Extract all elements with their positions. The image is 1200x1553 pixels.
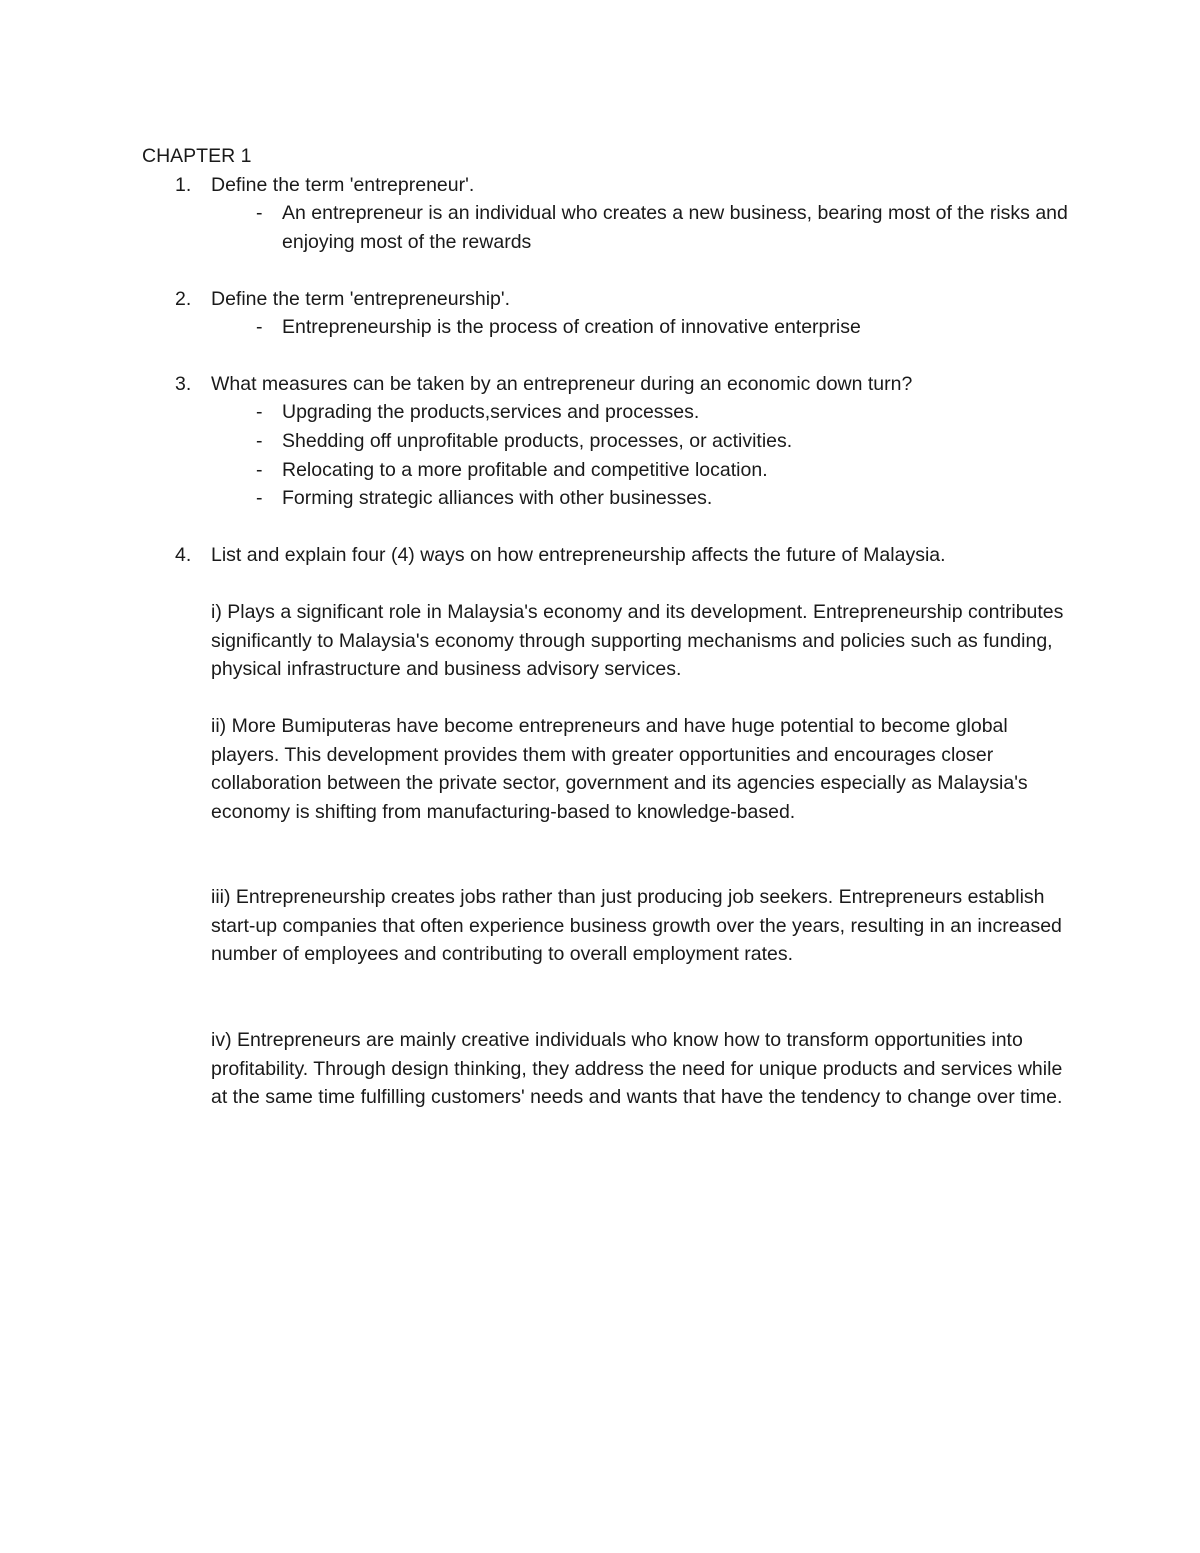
answer-item — [256, 427, 1076, 456]
question-text: What measures can be taken by an entrepreneur during an economic down turn? — [211, 373, 913, 395]
answer-text: Relocating to a more profitable and competitive location. — [282, 459, 768, 481]
answer-paragraph: i) Plays a significant role in Malaysia's economy and its development. Entrepreneurship contributes significantly to Malaysia's economy through supporting mechanisms and policies such as funding, physical infrastructure and business advisory services. — [211, 601, 1064, 680]
question-number: 1. — [175, 174, 192, 196]
question-text: Define the term 'entrepreneur'. — [211, 174, 475, 196]
answer-text: Upgrading the products,services and processes. — [282, 401, 700, 423]
question-3 — [175, 370, 912, 398]
question-text: List and explain four (4) ways on how entrepreneurship affects the future of Malaysia. — [211, 544, 946, 566]
answer-item — [256, 199, 1076, 256]
answer-text: An entrepreneur is an individual who creates a new business, bearing most of the risks and enjoying most of the rewards — [282, 202, 1068, 253]
dash-bullet: - — [256, 430, 263, 452]
question-2 — [175, 285, 510, 313]
answer-paragraph: iii) Entrepreneurship creates jobs rather than just producing job seekers. Entrepreneurs establish start-up companies that often experience business growth over the years, resulting in an increased number of employees and contributing to overall employment rates. — [211, 886, 1062, 965]
question-4 — [175, 541, 946, 569]
answer-paragraph: iv) Entrepreneurs are mainly creative individuals who know how to transform opportunities into profitability. Through design thinking, they address the need for unique products and services while at the same time fulfilling customers' needs and wants that have the tendency to change over time. — [211, 1029, 1063, 1108]
dash-bullet: - — [256, 202, 263, 224]
dash-bullet: - — [256, 459, 263, 481]
dash-bullet: - — [256, 401, 263, 423]
answer-paragraph: ii) More Bumiputeras have become entrepreneurs and have huge potential to become global players. This development provides them with greater opportunities and encourages closer collaboration between the private sector, government and its agencies especially as Malaysia's economy is shifting from manufacturing-based to knowledge-based. — [211, 715, 1028, 823]
answer-text: Forming strategic alliances with other businesses. — [282, 487, 713, 509]
answer-item — [256, 484, 1076, 513]
dash-bullet: - — [256, 487, 263, 509]
question-number: 3. — [175, 373, 192, 395]
dash-bullet: - — [256, 316, 263, 338]
answer-text: Entrepreneurship is the process of creation of innovative enterprise — [282, 316, 861, 338]
question-number: 4. — [175, 544, 192, 566]
question-number: 2. — [175, 288, 192, 310]
chapter-title: CHAPTER 1 — [142, 145, 252, 167]
question-text: Define the term 'entrepreneurship'. — [211, 288, 511, 310]
answer-item — [256, 398, 1076, 427]
question-1 — [175, 171, 474, 199]
answer-item — [256, 456, 1076, 485]
answer-item — [256, 313, 1076, 342]
answer-text: Shedding off unprofitable products, processes, or activities. — [282, 430, 793, 452]
